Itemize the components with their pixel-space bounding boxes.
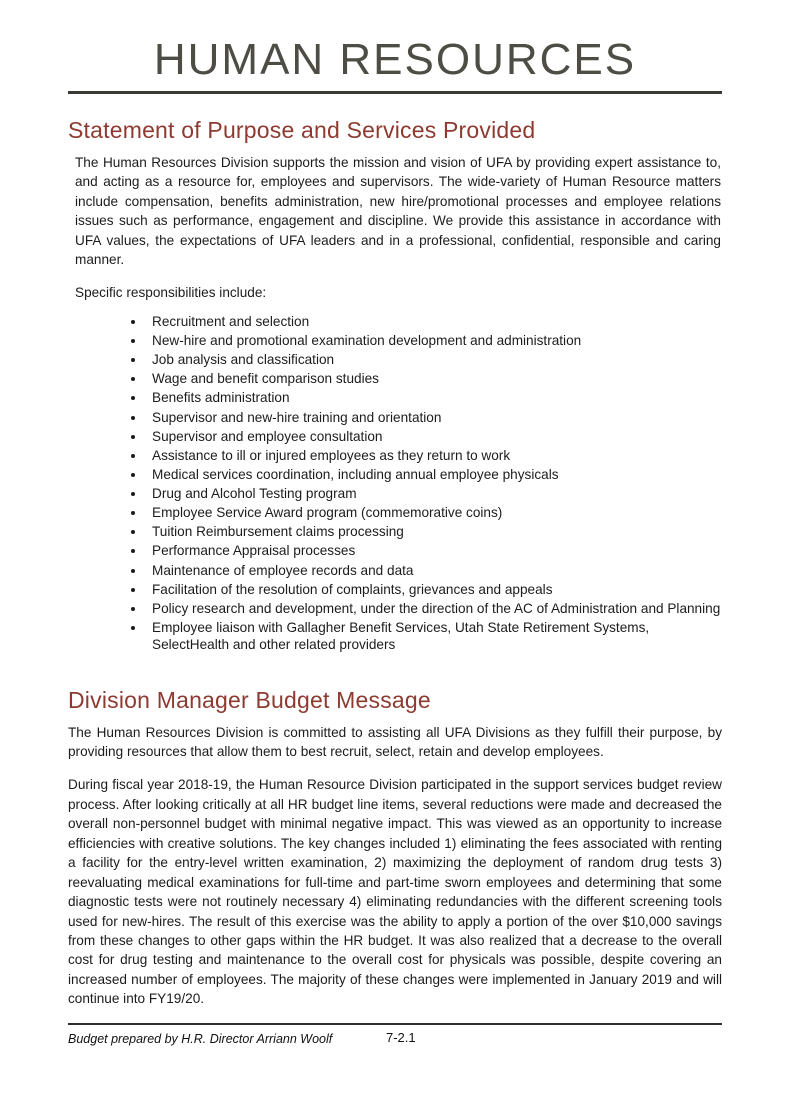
- list-item: • Assistance to ill or injured employees as they return to work: [146, 447, 722, 464]
- list-item: • Wage and benefit comparison studies: [146, 370, 722, 387]
- list-item: • Drug and Alcohol Testing program: [146, 485, 722, 502]
- list-item: • Tuition Reimbursement claims processing: [146, 523, 722, 540]
- list-item: • Maintenance of employee records and data: [146, 562, 722, 579]
- page-footer: [68, 1023, 722, 1048]
- budget-paragraph-1: The Human Resources Division is committed to assisting all UFA Divisions as they fulfill their purpose, by providing resources that allow them to best recruit, select, retain and develop employees.: [68, 724, 722, 760]
- responsibilities-lead: Specific responsibilities include:: [75, 285, 267, 301]
- list-item: • Employee liaison with Gallagher Benefit Services, Utah State Retirement Systems, SelectHealth and other related providers: [146, 619, 722, 653]
- purpose-intro-paragraph: The Human Resources Division supports the mission and vision of UFA by providing expert assistance to, and acting as a resource for, employees and supervisors. The wide-variety of Human Resource matters include compensation, benefits administration, new hire/promotional processes and employee relations issues such as performance, engagement and discipline. We provide this assistance in accordance with UFA values, the expectations of UFA leaders and in a professional, confidential, responsible and caring manner.: [75, 154, 721, 268]
- page-title: HUMAN RESOURCES: [153, 35, 637, 84]
- list-item: • Policy research and development, under the direction of the AC of Administration and Planning: [146, 600, 722, 617]
- responsibilities-list: [130, 313, 722, 653]
- section-heading-budget-message: Division Manager Budget Message: [68, 687, 431, 714]
- list-item: • Performance Appraisal processes: [146, 542, 722, 559]
- section-budget-message: [68, 655, 722, 1023]
- section-purpose: [68, 94, 722, 655]
- list-item: • Supervisor and new-hire training and orientation: [146, 409, 722, 426]
- list-item: • Benefits administration: [146, 389, 722, 406]
- list-item: • New-hire and promotional examination development and administration: [146, 332, 722, 349]
- page-header: [68, 36, 722, 94]
- list-item: • Employee Service Award program (commemorative coins): [146, 504, 722, 521]
- list-item: • Job analysis and classification: [146, 351, 722, 368]
- footer-prepared-by: Budget prepared by H.R. Director Arriann Woolf: [68, 1031, 333, 1046]
- list-item: • Supervisor and employee consultation: [146, 428, 722, 445]
- footer-page-number: 7-2.1: [386, 1029, 416, 1045]
- list-item: • Recruitment and selection: [146, 313, 722, 330]
- section-heading-purpose: Statement of Purpose and Services Provided: [68, 117, 536, 144]
- list-item: • Medical services coordination, including annual employee physicals: [146, 466, 722, 483]
- list-item: • Facilitation of the resolution of complaints, grievances and appeals: [146, 581, 722, 598]
- budget-paragraph-2: During fiscal year 2018-19, the Human Resource Division participated in the support services budget review process. After looking critically at all HR budget line items, several reductions were made and decreased the overall non-personnel budget with minimal negative impact. This was viewed as an opportunity to increase efficiencies with creative solutions. The key changes included 1) eliminating the fees associated with renting a facility for the entry-level written examination, 2) maximizing the deployment of random drug tests 3) reevaluating medical examinations for full-time and part-time sworn employees and determining that some diagnostic tests were not routinely necessary 4) eliminating redundancies with the different screening tools used for new-hires. The result of this exercise was the ability to apply a portion of the over $10,000 savings from these changes to other gaps within the HR budget. It was also realized that a decrease to the overall cost for drug testing and maintenance to the overall cost for physicals was possible, despite covering an increased number of employees. The majority of these changes were implemented in January 2019 and will continue into FY19/20.: [68, 777, 722, 1007]
